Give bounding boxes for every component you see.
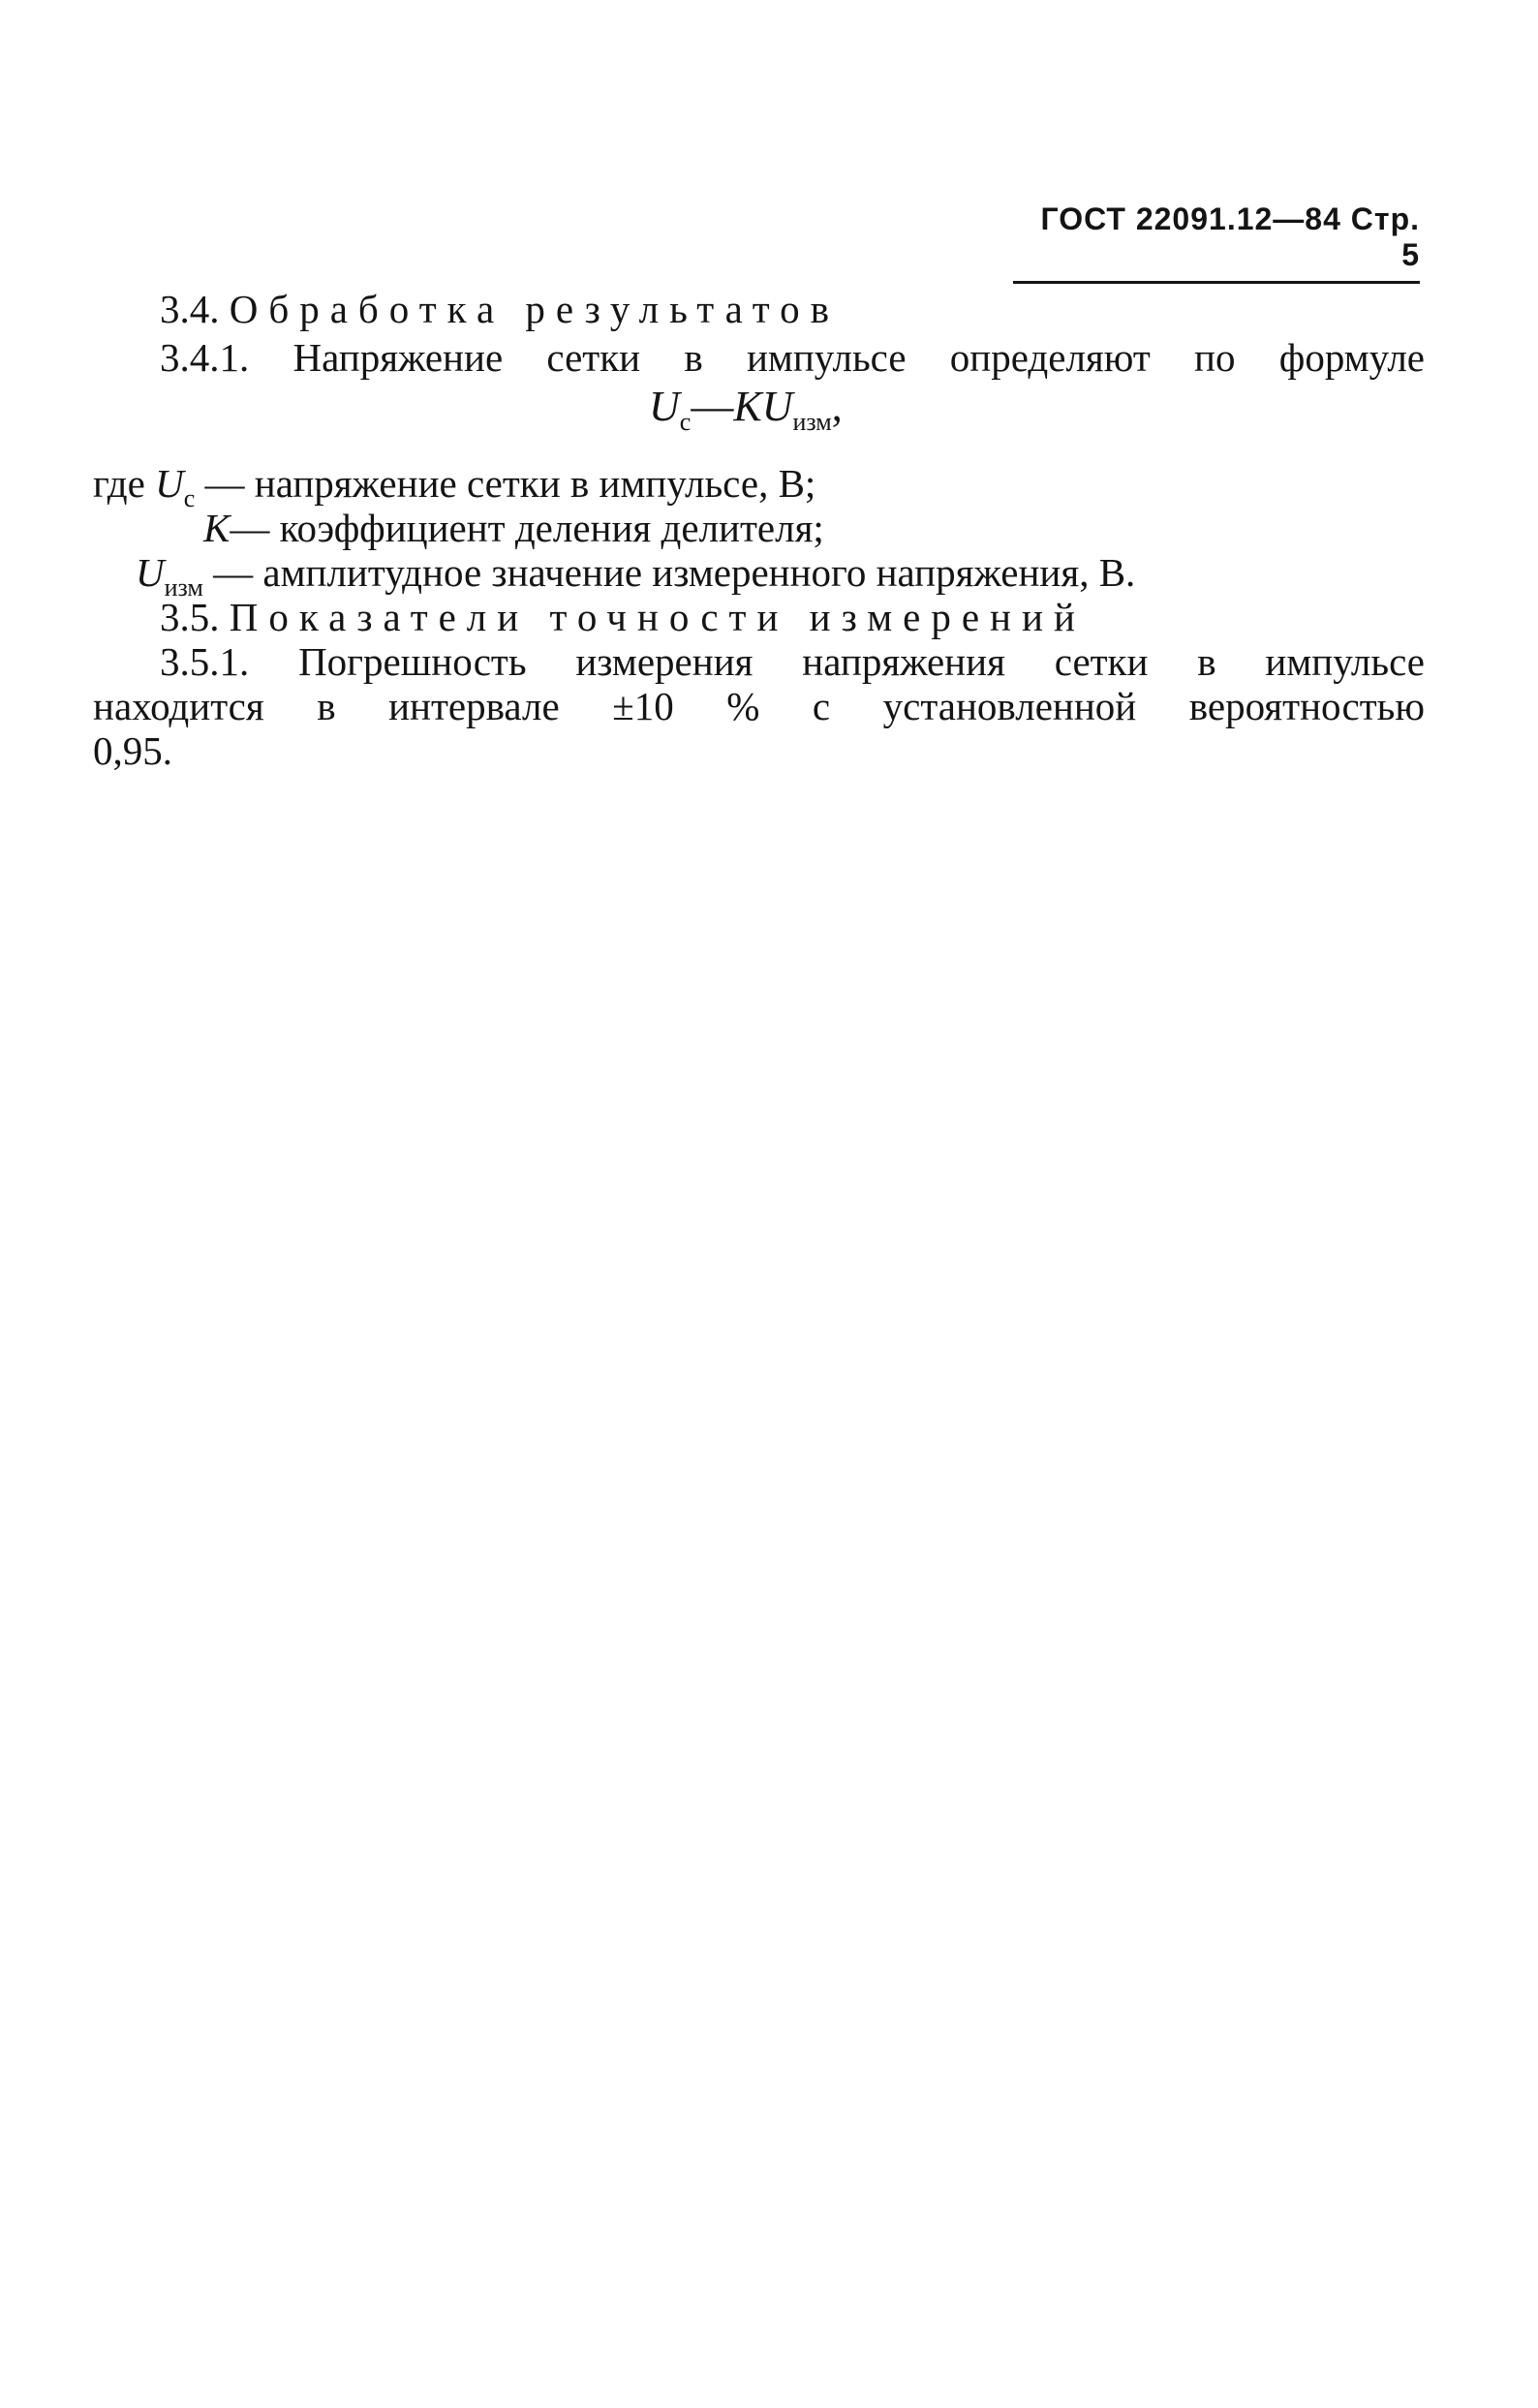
formula-lhs-sub: с xyxy=(679,408,692,436)
section-3-4-heading xyxy=(160,286,840,332)
page-header: ГОСТ 22091.12—84 Стр. 5 xyxy=(1013,201,1420,284)
formula-lhs: U xyxy=(649,383,680,430)
definition-symbol: U xyxy=(155,461,184,506)
formula-operator: — xyxy=(691,383,734,430)
definition-text: — амплитудное значение измеренного напряжения, В. xyxy=(213,550,1136,595)
section-number: 3.5. xyxy=(160,595,220,639)
definition-k xyxy=(203,505,824,551)
definition-sub: с xyxy=(183,484,196,512)
formula-variable: U xyxy=(761,383,793,430)
definition-text: — коэффициент деления делителя; xyxy=(230,506,824,550)
section-3-5-heading xyxy=(160,594,1086,640)
definition-prefix: где xyxy=(93,461,145,506)
section-title: Обработка результатов xyxy=(229,287,841,331)
item-3-5-1-line-1: 3.5.1. Погрешность измерения напряжения сетки в импульсе xyxy=(160,639,1425,684)
definition-text: — напряжение сетки в импульсе, В; xyxy=(204,461,816,506)
section-number: 3.4. xyxy=(160,287,220,331)
definition-sub: изм xyxy=(164,573,203,602)
formula-end: , xyxy=(831,383,843,430)
item-3-4-1: 3.4.1. Напряжение сетки в импульсе определяют по формуле xyxy=(160,335,1425,380)
item-3-5-1-line-2: находится в интервале ±10 % с установленной вероятностью xyxy=(93,684,1425,728)
definition-symbol: K xyxy=(203,506,231,550)
formula-rhs-sub: изм xyxy=(792,408,832,436)
formula xyxy=(649,383,843,447)
definition-symbol: U xyxy=(136,550,165,595)
formula-coefficient: K xyxy=(733,383,762,430)
item-3-5-1-line-3: 0,95. xyxy=(93,728,172,773)
section-title: Показатели точности измерений xyxy=(229,595,1086,639)
